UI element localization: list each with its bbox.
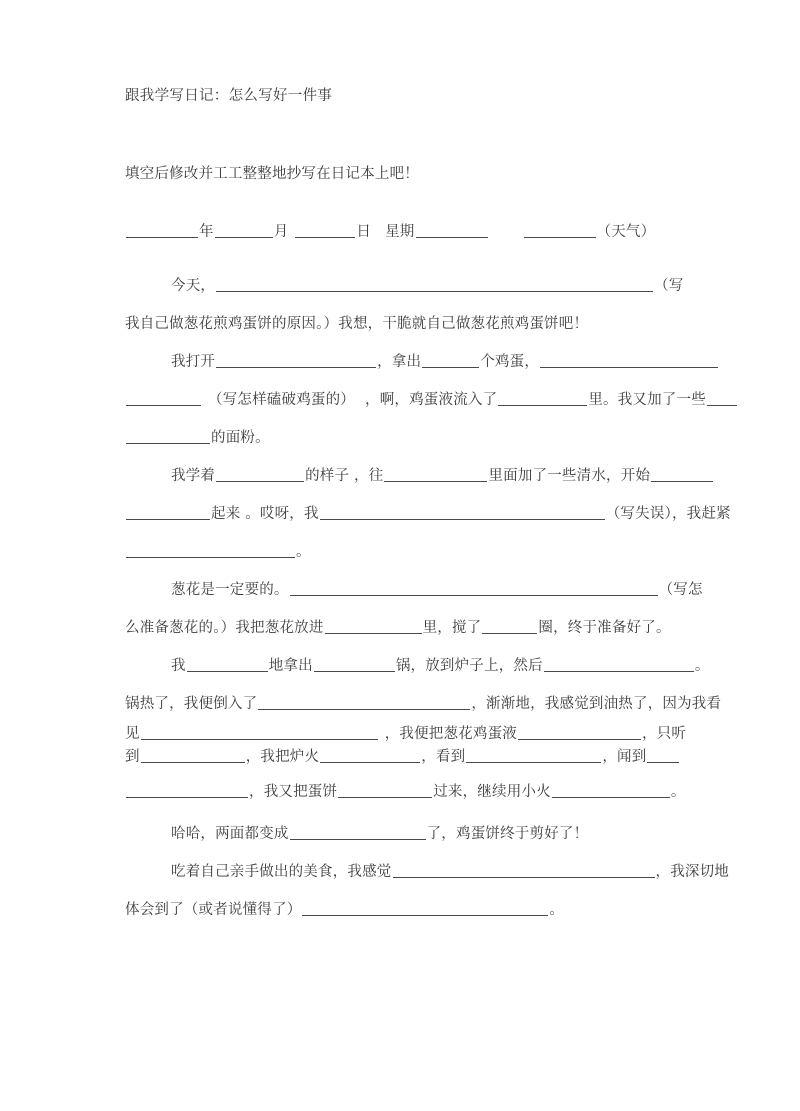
p2l2-blank-2[interactable] — [498, 391, 587, 406]
p2l1-blank-1[interactable] — [216, 353, 376, 368]
weather-label: （天气） — [596, 224, 656, 240]
p2l3-text-1: 的面粉。 — [211, 430, 270, 446]
p3l1-blank-3[interactable] — [651, 467, 713, 482]
p5l3-blank-1[interactable] — [141, 725, 378, 740]
p4l2-text-3: 圈，终于准备好了。 — [538, 620, 671, 636]
p1l2-text-1: 我自己做葱花煎鸡蛋饼的原因。）我想，干脆就自己做葱花煎鸡蛋饼吧！ — [125, 316, 589, 332]
title-spacer — [125, 107, 737, 155]
p2l2-blank-3[interactable] — [707, 391, 737, 406]
paragraph-6 — [125, 815, 737, 853]
p5-line-1 — [125, 647, 737, 685]
p5l4-blank-1[interactable] — [141, 748, 245, 763]
paragraph-1 — [125, 267, 737, 343]
p2l3-blank-1[interactable] — [126, 429, 210, 444]
date-spacer — [125, 251, 737, 267]
p5l4-text-2: ，我把炉火 — [245, 749, 320, 765]
p2l1-text-3: 个鸡蛋， — [480, 354, 540, 370]
p5l5-text-2: 过来，继续用小火 — [433, 784, 551, 800]
paragraph-7 — [125, 853, 737, 929]
p5l1-text-2: 地拿出 — [268, 658, 313, 674]
p2-line-1 — [125, 343, 737, 381]
date-year-blank[interactable] — [126, 223, 198, 238]
p3l3-blank-1[interactable] — [126, 543, 295, 558]
p7-line-1 — [125, 853, 737, 891]
p5l5-text-3: 。 — [670, 784, 686, 800]
document-title: 跟我学写日记：怎么写好一件事 — [125, 88, 333, 104]
p2l1-text-1: 我打开 — [171, 354, 216, 370]
paragraph-3 — [125, 457, 737, 571]
date-month-label: 月 — [273, 224, 289, 240]
p3l1-text-2: 的样子 ，往 — [305, 468, 384, 484]
p3l1-text-1: 我学着 — [171, 468, 216, 484]
p1-line-1 — [125, 267, 737, 305]
p7l1-text-1: 吃着自己亲手做出的美食，我感觉 — [171, 864, 392, 880]
p7-line-2 — [125, 891, 737, 929]
instruction-line: 填空后修改并工工整整地抄写在日记本上吧！ — [125, 166, 419, 182]
p1l1-text-2: （写 — [654, 278, 684, 294]
p4l2-text-2: 里，搅了 — [422, 620, 482, 636]
p7l1-blank-1[interactable] — [393, 863, 655, 878]
p5l5-text-1: ，我又把蛋饼 — [249, 784, 338, 800]
paragraph-5 — [125, 647, 737, 815]
p5l1-blank-1[interactable] — [187, 657, 268, 672]
p5l4-text-4: ，闻到 — [602, 749, 647, 765]
date-day-label: 日 — [356, 224, 372, 240]
p5l1-blank-2[interactable] — [314, 657, 395, 672]
p5l3-text-3: ，只听 — [642, 726, 687, 742]
p6-line-1 — [125, 815, 737, 853]
p3l2-blank-1[interactable] — [126, 505, 210, 520]
weather-blank[interactable] — [524, 223, 596, 238]
document-body — [125, 85, 737, 929]
p3l2-blank-2[interactable] — [320, 505, 605, 520]
p4-line-1 — [125, 571, 737, 609]
p3l2-text-2: （写失误），我赶紧 — [605, 506, 731, 522]
p7l2-text-2: 。 — [549, 902, 565, 918]
p2-line-3 — [125, 419, 737, 457]
p1l1-blank-1[interactable] — [216, 277, 653, 292]
p2l1-blank-2[interactable] — [422, 353, 479, 368]
p7l2-text-1: 体会到了（或者说懂得了） — [125, 902, 302, 918]
weekday-label: 星期 — [385, 224, 415, 240]
p6l1-text-2: 了，鸡蛋饼终于剪好了！ — [426, 826, 589, 842]
date-line — [125, 213, 737, 251]
date-month-blank[interactable] — [215, 223, 273, 238]
p2l2-text-1: （写怎样磕破鸡蛋的） — [208, 392, 355, 408]
paragraph-2 — [125, 343, 737, 457]
p3l3-text-1: 。 — [296, 544, 311, 560]
weekday-blank[interactable] — [416, 223, 488, 238]
p3-line-2 — [125, 495, 737, 533]
p3-line-3 — [125, 533, 737, 571]
p5l1-text-4: 。 — [694, 658, 710, 674]
p5l4-blank-3[interactable] — [466, 748, 601, 763]
date-year-label: 年 — [199, 224, 214, 240]
p5l1-text-3: 锅，放到炉子上，然后 — [395, 658, 543, 674]
p6l1-text-1: 哈哈，两面都变成 — [171, 826, 289, 842]
date-day-blank[interactable] — [295, 223, 355, 238]
p5l4-text-3: ，看到 — [421, 749, 466, 765]
p5l5-blank-1[interactable] — [126, 783, 248, 798]
p5l4-blank-2[interactable] — [320, 748, 420, 763]
p5l5-blank-2[interactable] — [338, 783, 432, 798]
p2l2-text-2: ，啊，鸡蛋液流入了 — [365, 392, 498, 408]
p5l3-text-1: 见 — [125, 726, 140, 742]
p5l4-text-1: 到 — [125, 749, 140, 765]
p3l1-blank-1[interactable] — [216, 467, 304, 482]
p5l1-blank-3[interactable] — [544, 657, 694, 672]
p4l1-blank-1[interactable] — [290, 581, 658, 596]
p1l1-text-1: 今天， — [171, 278, 216, 294]
p5l1-text-1: 我 — [171, 658, 186, 674]
p3l1-text-3: 里面加了一些清水，开始 — [488, 468, 651, 484]
p5l3-blank-2[interactable] — [518, 725, 641, 740]
p2-line-2 — [125, 381, 737, 419]
p4l1-text-1: 葱花是一定要的。 — [171, 582, 289, 598]
paragraph-4 — [125, 571, 737, 647]
p1-line-2 — [125, 305, 737, 343]
p5l4-blank-4[interactable] — [647, 748, 679, 763]
p4l1-text-2: （写怎 — [658, 582, 703, 598]
p2l1-text-2: ，拿出 — [377, 354, 422, 370]
p5-line-4 — [125, 746, 737, 769]
p4l2-blank-2[interactable] — [482, 619, 537, 634]
p2l2-text-3: 里。我又加了一些 — [588, 392, 706, 408]
instruction-spacer — [125, 193, 737, 213]
p2l1-blank-3[interactable] — [540, 353, 718, 368]
p5l3-text-2: ，我便把葱花鸡蛋液 — [384, 726, 518, 742]
p5-line-2 — [125, 685, 737, 723]
p3l1-blank-2[interactable] — [384, 467, 487, 482]
p5l2-text-1: 锅热了，我便倒入了 — [125, 696, 258, 712]
p5-line-3 — [125, 723, 737, 746]
p5l5-blank-3[interactable] — [552, 783, 670, 798]
p5-line-5 — [125, 769, 737, 815]
p5l2-blank-1[interactable] — [258, 695, 470, 710]
p4l2-text-1: 么准备葱花的。）我把葱花放进 — [125, 620, 324, 636]
p2l2-blank-1[interactable] — [126, 391, 201, 406]
p7l2-blank-1[interactable] — [302, 901, 548, 916]
p3l2-text-1: 起来 。哎呀，我 — [211, 506, 319, 522]
p4l2-blank-1[interactable] — [325, 619, 422, 634]
p3-line-1 — [125, 457, 737, 495]
p5l2-text-2: ，渐渐地，我感觉到油热了，因为我看 — [471, 696, 722, 712]
p6l1-blank-1[interactable] — [290, 825, 426, 840]
p4-line-2 — [125, 609, 737, 647]
p7l1-text-2: ，我深切地 — [655, 864, 729, 880]
